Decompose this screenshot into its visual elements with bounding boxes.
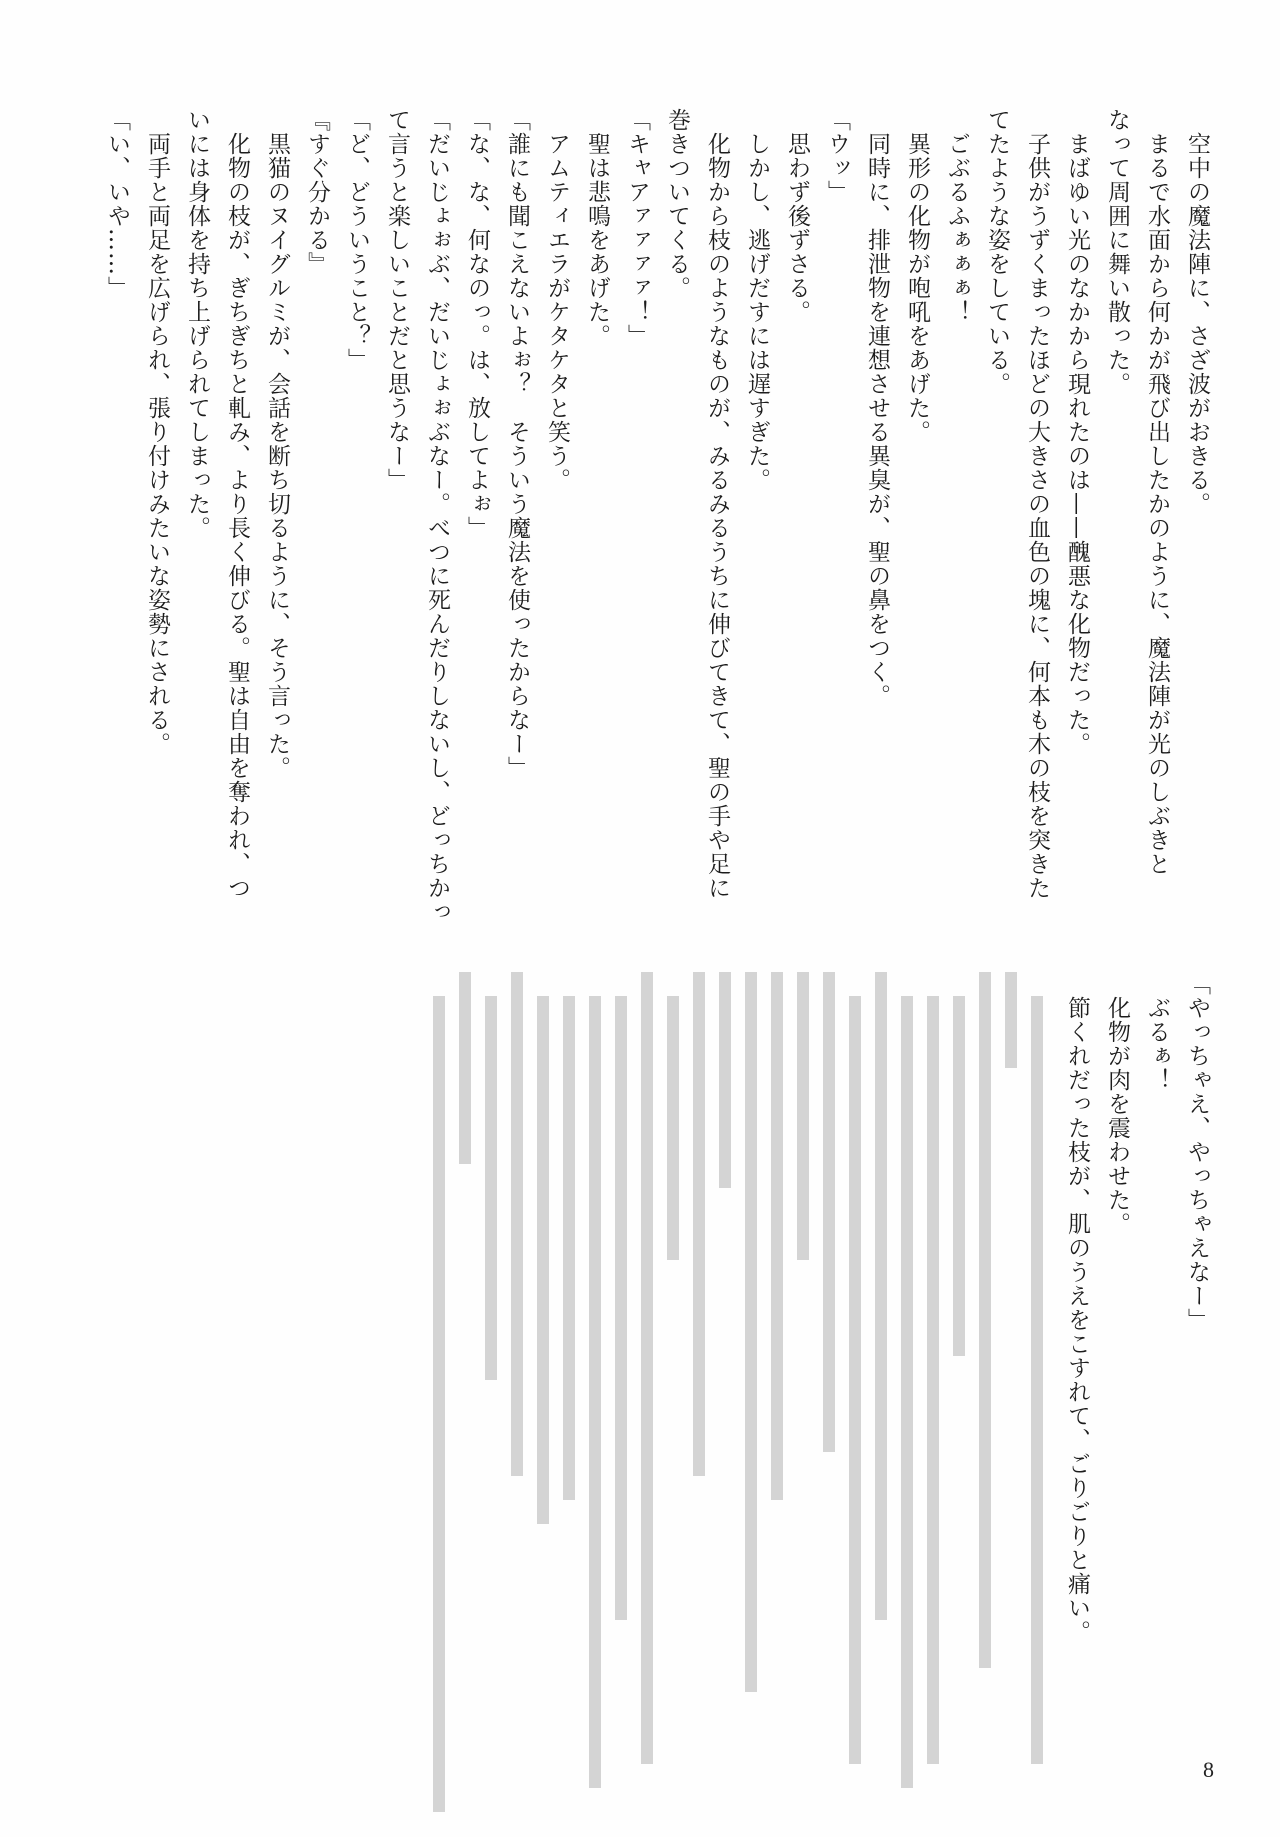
redacted-line [771,972,783,1500]
redacted-line [797,972,809,1260]
text-line: 同時に、排泄物を連想させる異臭が、聖の鼻をつく。 [864,132,890,708]
text-block-bottom [419,972,1217,1762]
page-number: 8 [1203,1757,1214,1782]
text-line: 「誰にも聞こえないよぉ？ そういう魔法を使ったからなー」 [504,108,530,780]
redacted-line [849,996,861,1764]
text-line: 「だいじょぉぶ、だいじょぉぶなー。べつに死んだりしないし、どっちかっ [424,108,450,924]
text-line: まるで水面から何かが飛び出したかのように、魔法陣が光のしぶきと [1144,132,1170,876]
redacted-line [875,972,887,1620]
text-line: 『すぐ分かる』 [304,108,330,276]
redacted-line [1005,972,1017,1068]
redacted-line [901,996,913,1788]
redacted-line [615,996,627,1620]
text-line: しかし、逃げだすには遅すぎた。 [744,132,770,492]
text-line: 巻きついてくる。 [664,108,690,300]
text-line: 空中の魔法陣に、さざ波がおきる。 [1184,132,1210,516]
text-line: 異形の化物が咆吼をあげた。 [904,132,930,444]
text-line: いには身体を持ち上げられてしまった。 [184,108,210,540]
redacted-line [485,996,497,1380]
redacted-line [667,996,679,1260]
text-line: 両手と両足を広げられ、張り付けみたいな姿勢にされる。 [144,132,170,756]
text-line: て言うと楽しいことだと思うなー」 [384,108,410,492]
text-line: 化物から枝のようなものが、みるみるうちに伸びてきて、聖の手や足に [704,132,730,900]
redacted-line [641,972,653,1764]
redacted-line [537,996,549,1524]
redacted-line [823,972,835,1452]
redacted-line [927,996,939,1764]
redacted-line [745,972,757,1692]
text-line: 「な、な、何なのっ。は、放してよぉ」 [464,108,490,540]
redacted-line [719,972,731,1188]
redacted-line [979,972,991,1668]
text-block-top [97,108,1217,924]
text-line: 節くれだった枝が、肌のうえをこすれて、ごりごりと痛い。 [1064,996,1090,1644]
text-line: 「キャアァァァァ！」 [624,108,650,348]
redacted-line [563,996,575,1500]
redacted-line [589,996,601,1788]
text-line: 化物の枝が、ぎちぎちと軋み、より長く伸びる。聖は自由を奪われ、つ [224,132,250,900]
text-line: 「やっちゃえ、やっちゃえなー」 [1184,972,1210,1332]
redacted-line [693,972,705,1476]
redacted-line [511,972,523,1476]
text-line: ごぶるふぁぁぁ！ [944,132,970,324]
text-line: アムティエラがケタケタと笑う。 [544,132,570,492]
redacted-line [459,972,471,1164]
text-line: 子供がうずくまったほどの大きさの血色の塊に、何本も木の枝を突きた [1024,132,1050,900]
text-line: 化物が肉を震わせた。 [1104,996,1130,1236]
text-line: 思わず後ずさる。 [784,132,810,324]
text-line: なって周囲に舞い散った。 [1104,108,1130,396]
text-line: 聖は悲鳴をあげた。 [584,132,610,348]
redacted-line [433,996,445,1812]
text-line: 「ウッ」 [824,108,850,204]
text-line: ぶるぁ！ [1144,996,1170,1092]
redacted-line [953,996,965,1356]
text-line: まばゆい光のなかから現れたのは——醜悪な化物だった。 [1064,132,1090,756]
text-line: 「い、いや……」 [104,108,130,300]
text-line: 「ど、どういうこと？」 [344,108,370,372]
text-line: 黒猫のヌイグルミが、会話を断ち切るように、そう言った。 [264,132,290,780]
text-line: てたような姿をしている。 [984,108,1010,396]
redacted-line [1031,996,1043,1764]
